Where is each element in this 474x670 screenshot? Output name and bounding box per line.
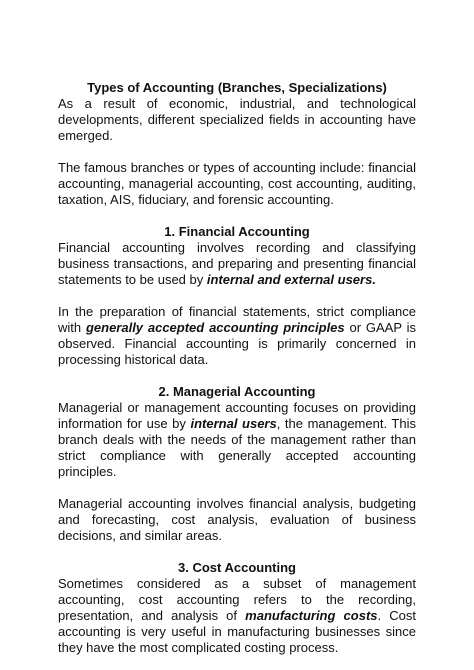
- financial-accounting-paragraph-1: [58, 240, 416, 288]
- financial-accounting-paragraph-2: [58, 304, 416, 368]
- emphasis-internal-external-users: internal and external users.: [206, 272, 376, 287]
- section-heading-financial-accounting: 1. Financial Accounting: [164, 224, 310, 239]
- branches-overview-paragraph: The famous branches or types of accounting include: financial accounting, managerial accounting, cost accounting, auditing, taxation, AIS, fiduciary, and forensic accounting.: [58, 160, 416, 207]
- text-run: or GAAP is observed. Financial accounting is primarily concerned in processing historical data.: [58, 320, 416, 367]
- emphasis-gaap: generally accepted accounting principles: [85, 320, 345, 335]
- intro-paragraph: As a result of economic, industrial, and technological developments, different specialized fields in accounting have emerged.: [58, 96, 416, 143]
- emphasis-internal-users: internal users: [190, 416, 277, 431]
- section-heading-cost-accounting: 3. Cost Accounting: [178, 560, 296, 575]
- cost-accounting-paragraph-1: [58, 576, 416, 656]
- text-run: , the management. This branch deals with the needs of the management rather than strict compliance with generally accepted accounting principles.: [58, 416, 416, 479]
- section-heading-managerial-accounting: 2. Managerial Accounting: [158, 384, 316, 399]
- text-run: Financial accounting involves recording and classifying business transactions, and preparing and presenting financial statements to be used by: [58, 240, 416, 287]
- text-run: In the preparation of financial statements, strict compliance with: [58, 304, 416, 335]
- managerial-accounting-paragraph-1: [58, 400, 416, 480]
- text-run: Sometimes considered as a subset of management accounting, cost accounting refers to the recording, presentation, and analysis of: [58, 576, 416, 623]
- text-run: . Cost accounting is very useful in manufacturing businesses since they have the most complicated costing process.: [58, 608, 416, 655]
- emphasis-manufacturing-costs: manufacturing costs: [245, 608, 378, 623]
- text-run: Managerial or management accounting focuses on providing information for use by: [58, 400, 416, 431]
- managerial-accounting-paragraph-2: Managerial accounting involves financial analysis, budgeting and forecasting, cost analysis, evaluation of business decisions, and similar areas.: [58, 496, 416, 543]
- document-title: Types of Accounting (Branches, Specializations): [87, 80, 387, 95]
